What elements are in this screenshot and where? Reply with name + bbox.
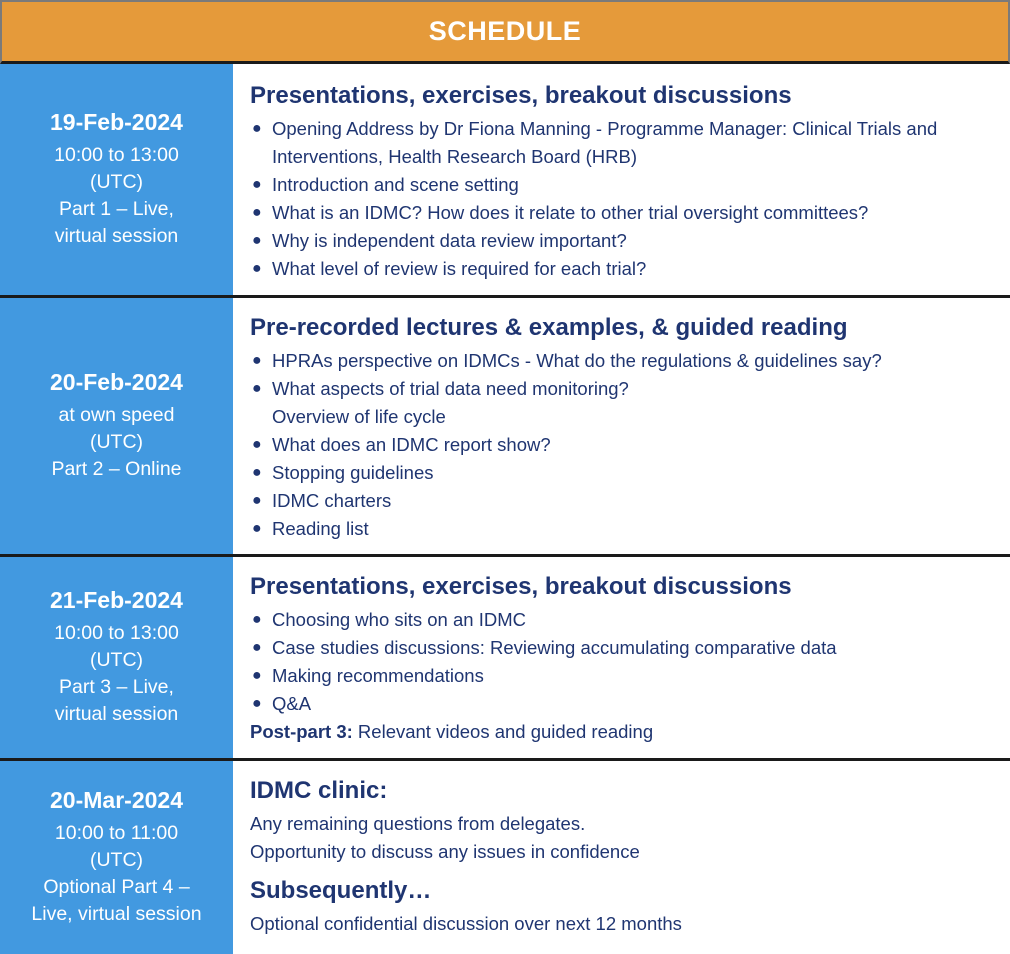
session-4-content <box>250 761 1005 954</box>
schedule-title: SCHEDULE <box>428 16 582 46</box>
session-2-heading: Pre-recorded lectures & examples, & guided reading <box>250 314 848 341</box>
session-2-date-panel <box>0 298 233 554</box>
session-row-1 <box>0 64 1010 295</box>
bullet-icon: ● <box>252 380 262 397</box>
list-item: ● IDMC charters <box>250 487 1005 515</box>
list-item: ● Opening Address by Dr Fiona Manning - Programme Manager: Clinical Trials and Interventions, Health Research Board (HRB) <box>250 115 1005 171</box>
post-part-label: Post-part 3: <box>250 721 353 742</box>
list-item: ● Introduction and scene setting <box>250 171 1005 199</box>
list-item: ● Why is independent data review important? <box>250 227 1005 255</box>
list-item: ● Q&A <box>250 690 1005 718</box>
session-4-date: 20-Mar-2024 <box>50 787 183 813</box>
list-item: ● HPRAs perspective on IDMCs - What do the regulations & guidelines say? <box>250 347 1005 375</box>
list-item-continuation: Overview of life cycle <box>272 406 446 427</box>
session-row-2 <box>0 298 1010 554</box>
session-1-content <box>250 64 1005 295</box>
session-1-items <box>250 115 1005 283</box>
session-3-content <box>250 557 1005 758</box>
list-item: ● What aspects of trial data need monitoring? <box>250 375 1005 403</box>
session-3-date: 21-Feb-2024 <box>50 587 183 613</box>
session-2-pace: at own speed <box>58 404 175 426</box>
list-item: ● Stopping guidelines <box>250 459 1005 487</box>
bullet-icon: ● <box>252 232 262 249</box>
session-2-part: Part 2 – Online <box>51 458 182 480</box>
session-4-part: Optional Part 4 – <box>43 876 190 898</box>
list-item: ● What does an IDMC report show? <box>250 431 1005 459</box>
bullet-icon: ● <box>252 352 262 369</box>
session-1-heading: Presentations, exercises, breakout discussions <box>250 82 792 109</box>
session-2-date: 20-Feb-2024 <box>50 369 183 395</box>
session-4-line-2: Opportunity to discuss any issues in confidence <box>250 841 640 862</box>
session-row-3 <box>0 557 1010 758</box>
session-3-date-panel <box>0 557 233 758</box>
session-3-timezone: (UTC) <box>89 649 144 671</box>
session-4-date-panel <box>0 761 233 954</box>
session-3-time: 10:00 to 13:00 <box>54 622 179 644</box>
session-2-content <box>250 298 1005 554</box>
session-4-line-3: Optional confidential discussion over next 12 months <box>250 913 682 934</box>
bullet-icon: ● <box>252 695 262 712</box>
list-item: ● What is an IDMC? How does it relate to other trial oversight committees? <box>250 199 1005 227</box>
session-1-date-panel <box>0 64 233 295</box>
bullet-icon: ● <box>252 464 262 481</box>
post-part-text: Relevant videos and guided reading <box>352 721 654 742</box>
session-3-format: virtual session <box>54 703 179 725</box>
session-2-timezone: (UTC) <box>89 431 144 453</box>
bullet-icon: ● <box>252 611 262 628</box>
list-item: ● Reading list <box>250 515 1005 543</box>
session-1-timezone: (UTC) <box>89 171 144 193</box>
schedule-header <box>0 0 1010 64</box>
bullet-icon: ● <box>252 120 262 137</box>
bullet-icon: ● <box>252 492 262 509</box>
session-4-heading-2: Subsequently… <box>250 877 432 904</box>
post-part-note <box>250 718 1005 746</box>
session-4-format: Live, virtual session <box>31 903 202 925</box>
session-3-part: Part 3 – Live, <box>59 676 174 698</box>
list-item: ● Choosing who sits on an IDMC <box>250 606 1005 634</box>
session-1-format: virtual session <box>54 225 179 247</box>
session-1-date: 19-Feb-2024 <box>50 109 183 135</box>
session-row-4 <box>0 761 1010 954</box>
bullet-icon: ● <box>252 639 262 656</box>
bullet-icon: ● <box>252 520 262 537</box>
session-4-heading: IDMC clinic: <box>250 777 388 804</box>
bullet-icon: ● <box>252 204 262 221</box>
session-4-line-1: Any remaining questions from delegates. <box>250 813 586 834</box>
session-1-part: Part 1 – Live, <box>59 198 174 220</box>
list-item: ● Case studies discussions: Reviewing accumulating comparative data <box>250 634 1005 662</box>
session-2-items <box>250 347 1005 543</box>
bullet-icon: ● <box>252 667 262 684</box>
bullet-icon: ● <box>252 176 262 193</box>
session-3-heading: Presentations, exercises, breakout discussions <box>250 573 792 600</box>
session-1-time: 10:00 to 13:00 <box>54 144 179 166</box>
session-4-time: 10:00 to 11:00 <box>54 822 179 844</box>
list-item: ● Making recommendations <box>250 662 1005 690</box>
bullet-icon: ● <box>252 436 262 453</box>
list-item: ● What level of review is required for each trial? <box>250 255 1005 283</box>
session-4-timezone: (UTC) <box>89 849 144 871</box>
bullet-icon: ● <box>252 260 262 277</box>
session-3-items <box>250 606 1005 718</box>
